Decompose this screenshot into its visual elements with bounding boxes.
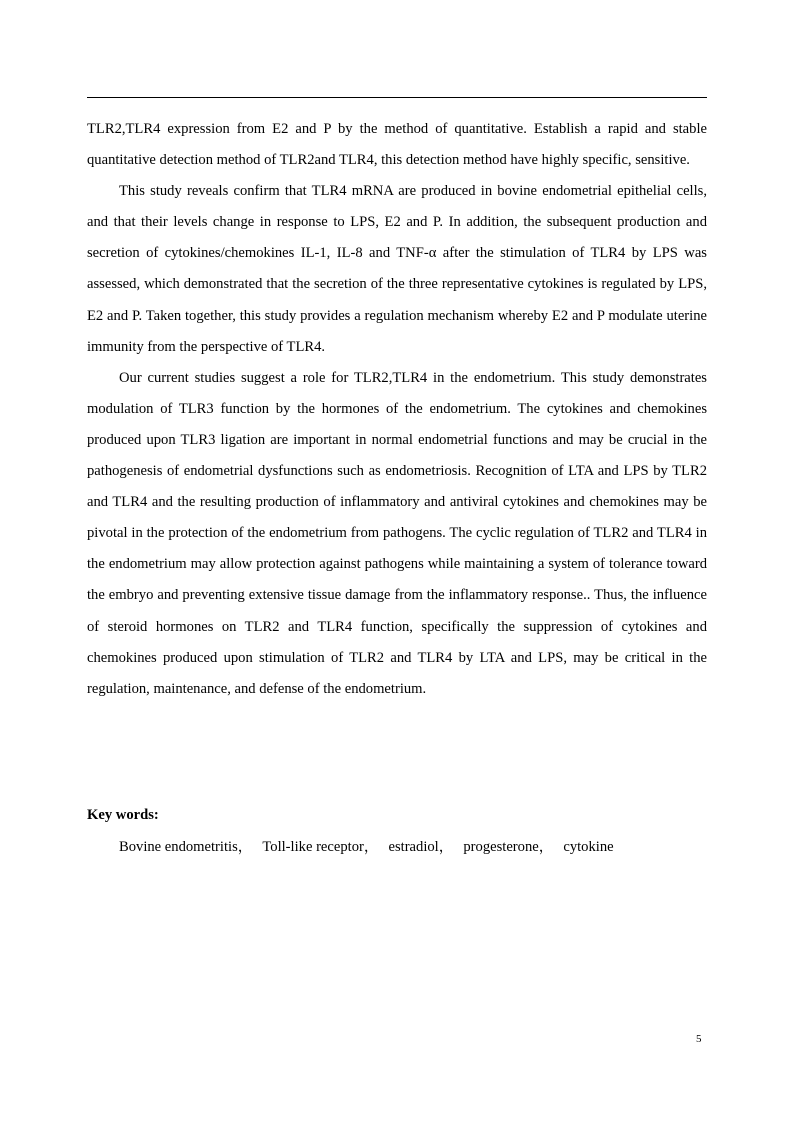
abstract-body xyxy=(87,114,707,705)
keywords-list xyxy=(119,832,614,863)
keyword-separator: ， xyxy=(538,839,554,855)
keywords-heading: Key words: xyxy=(87,807,159,823)
keyword-item: Bovine endometritis xyxy=(119,839,238,855)
keyword-separator: ， xyxy=(363,839,379,855)
page-number: 5 xyxy=(696,1033,702,1045)
keyword-item: Toll-like receptor xyxy=(262,839,364,855)
paragraph-continuation: TLR2,TLR4 expression from E2 and P by the method of quantitative. Establish a rapid and stable quantitative detection method of TLR2and TLR4, this detection method have highly specific, sensitive. xyxy=(87,121,707,169)
header-rule xyxy=(87,97,707,98)
keyword-separator: ， xyxy=(438,839,454,855)
keyword-item: estradiol xyxy=(388,839,439,855)
keyword-item: progesterone xyxy=(463,839,539,855)
keyword-separator: ， xyxy=(237,839,253,855)
paragraph-study-findings: This study reveals confirm that TLR4 mRNA are produced in bovine endometrial epithelial cells, and that their levels change in response to LPS, E2 and P. In addition, the subsequent production and secretion of cytokines/chemokines IL-1, IL-8 and TNF-α after the stimulation of TLR4 by LPS was assessed, which demonstrated that the secretion of the three representative cytokines is regulated by LPS, E2 and P. Taken together, this study provides a regulation mechanism whereby E2 and P modulate uterine immunity from the perspective of TLR4. xyxy=(87,183,707,355)
paragraph-discussion: Our current studies suggest a role for TLR2,TLR4 in the endometrium. This study demonstrates modulation of TLR3 function by the hormones of the endometrium. The cytokines and chemokines produced upon TLR3 ligation are important in normal endometrial functions and may be crucial in the pathogenesis of endometrial dysfunctions such as endometriosis. Recognition of LTA and LPS by TLR2 and TLR4 and the resulting production of inflammatory and antiviral cytokines and chemokines may be pivotal in the protection of the endometrium from pathogens. The cyclic regulation of TLR2 and TLR4 in the endometrium may allow protection against pathogens while maintaining a system of tolerance toward the embryo and preventing extensive tissue damage from the inflammatory response.. Thus, the influence of steroid hormones on TLR2 and TLR4 function, specifically the suppression of cytokines and chemokines produced upon stimulation of TLR2 and TLR4 by LTA and LPS, may be critical in the regulation, maintenance, and defense of the endometrium. xyxy=(87,369,707,697)
keyword-item: cytokine xyxy=(563,839,614,855)
